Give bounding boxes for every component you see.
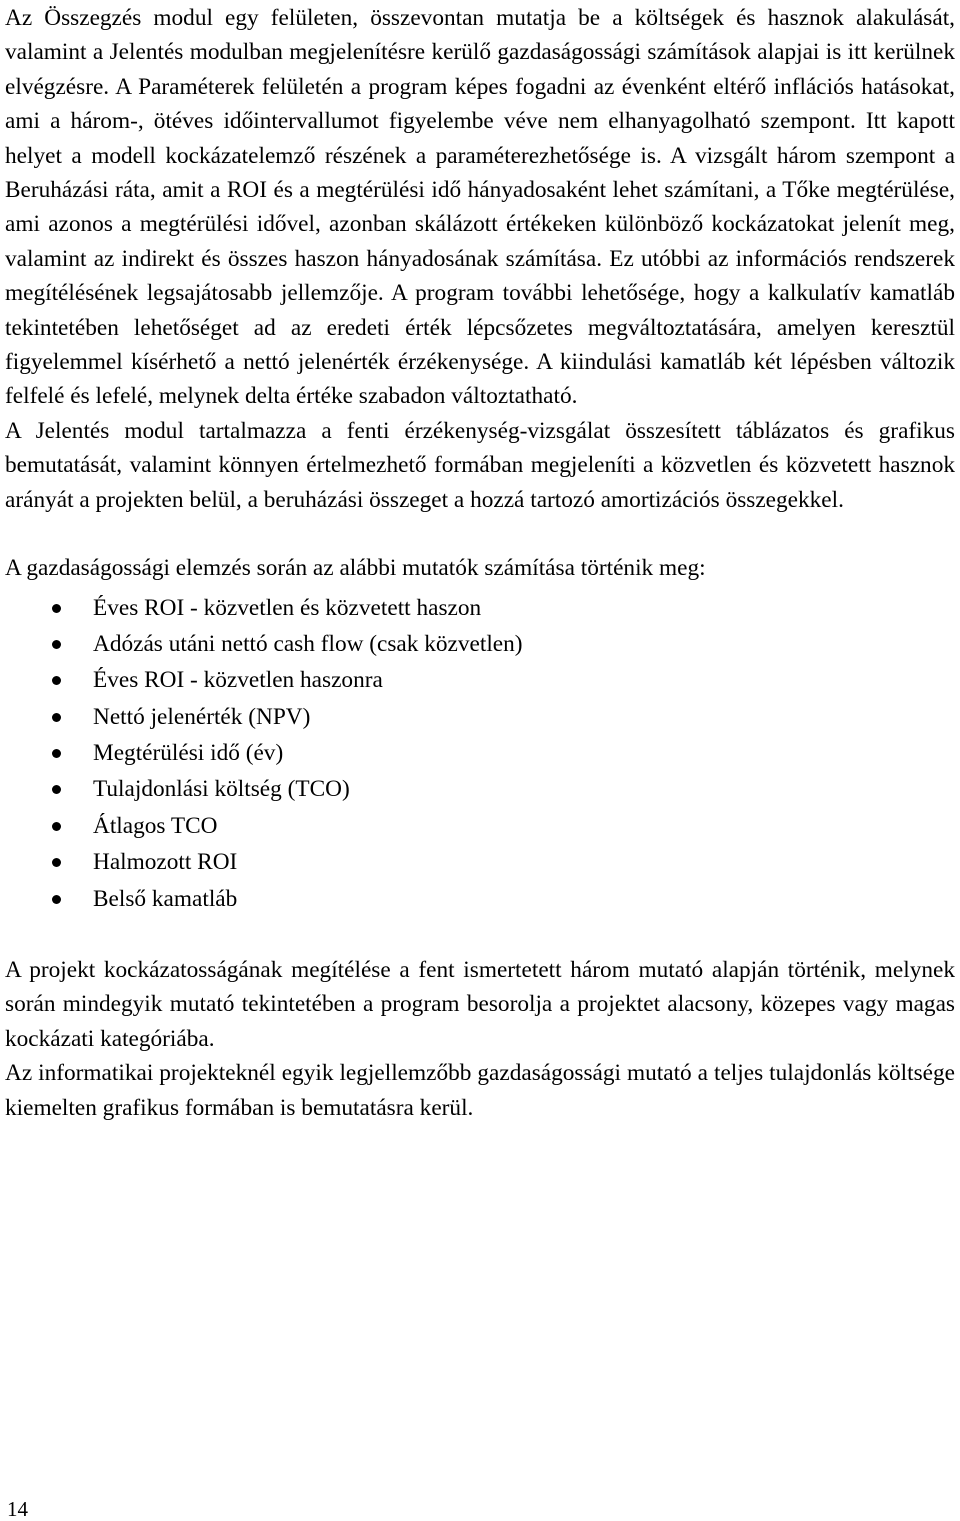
paragraph-tco: Az informatikai projekteknél egyik legjellemzőbb gazdaságossági mutató a teljes tulajdonlás költsége kiemelten grafikus formában is bemutatásra kerül. [5,1060,955,1121]
bullet-icon [52,822,61,831]
bullet-icon [52,749,61,758]
indicator-list [5,590,955,918]
list-item: Adózás utáni nettó cash flow (csak közvetlen) [5,626,955,662]
bullet-icon [52,604,61,613]
list-item: Halmozott ROI [5,844,955,880]
list-item: Nettó jelenérték (NPV) [5,699,955,735]
list-item: Tulajdonlási költség (TCO) [5,771,955,807]
indicator-list-intro: A gazdaságossági elemzés során az alábbi mutatók számítása történik meg: [5,555,706,582]
bullet-icon [52,895,61,904]
list-item: Éves ROI - közvetlen és közvetett haszon [5,590,955,626]
list-item: Megtérülési idő (év) [5,735,955,771]
paragraph-report-module: A Jelentés modul tartalmazza a fenti érzékenység-vizsgálat összesített táblázatos és grafikus bemutatását, valamint könnyen értelmezhető formában megjeleníti a közvetlen és közvetett hasznok arányát a projekten belül, a beruházási összeget a hozzá tartozó amortizációs összegekkel. [5,417,955,513]
paragraph-summary-module: Az Összegzés modul egy felületen, összevontan mutatja be a költségek és hasznok alakulását, valamint a Jelentés modulban megjelenítésre kerülő gazdaságossági számítások alapjai is itt kerülnek elvégzésre. A Paraméterek felületén a program képes fogadni az évenként eltérő inflációs hatásokat, ami a három-, ötéves időintervallumot figyelembe véve nem elhanyagolható szempont. Itt kapott helyet a modell kockázatelemző részének a paraméterezhetősége is. A vizsgált három szempont a Beruházási ráta, amit a ROI és a megtérülési idő hányadosaként lehet számítani, a Tőke megtérülése, ami azonos a megtérülési idővel, azonban skálázott értékeken különböző kockázatokat jelenít meg, valamint az indirekt és összes haszon hányadosának számítása. Ez utóbbi az információs rendszerek megítélésének legsajátosabb jellemzője. A program további lehetősége, hogy a kalkulatív kamatláb tekintetében lehetőséget ad az eredeti érték lépcsőzetes megváltoztatására, amelyen keresztül figyelemmel kísérhető a nettó jelenérték érzékenysége. A kiindulási kamatláb két lépésben változik felfelé és lefelé, melynek delta értéke szabadon változtatható. [5,5,955,410]
bullet-icon [52,713,61,722]
list-item: Átlagos TCO [5,808,955,844]
list-item: Belső kamatláb [5,881,955,917]
bullet-icon [52,640,61,649]
list-item: Éves ROI - közvetlen haszonra [5,662,955,698]
page-number: 14 [7,1497,28,1521]
bullet-icon [52,676,61,685]
bullet-icon [52,858,61,867]
paragraph-risk-assessment: A projekt kockázatosságának megítélése a fent ismertetett három mutató alapján történik, melynek során mindegyik mutató tekintetében a program besorolja a projektet alacsony, közepes vagy magas kockázati kategóriába. [5,957,955,1052]
document-page [5,0,955,1125]
bullet-icon [52,785,61,794]
